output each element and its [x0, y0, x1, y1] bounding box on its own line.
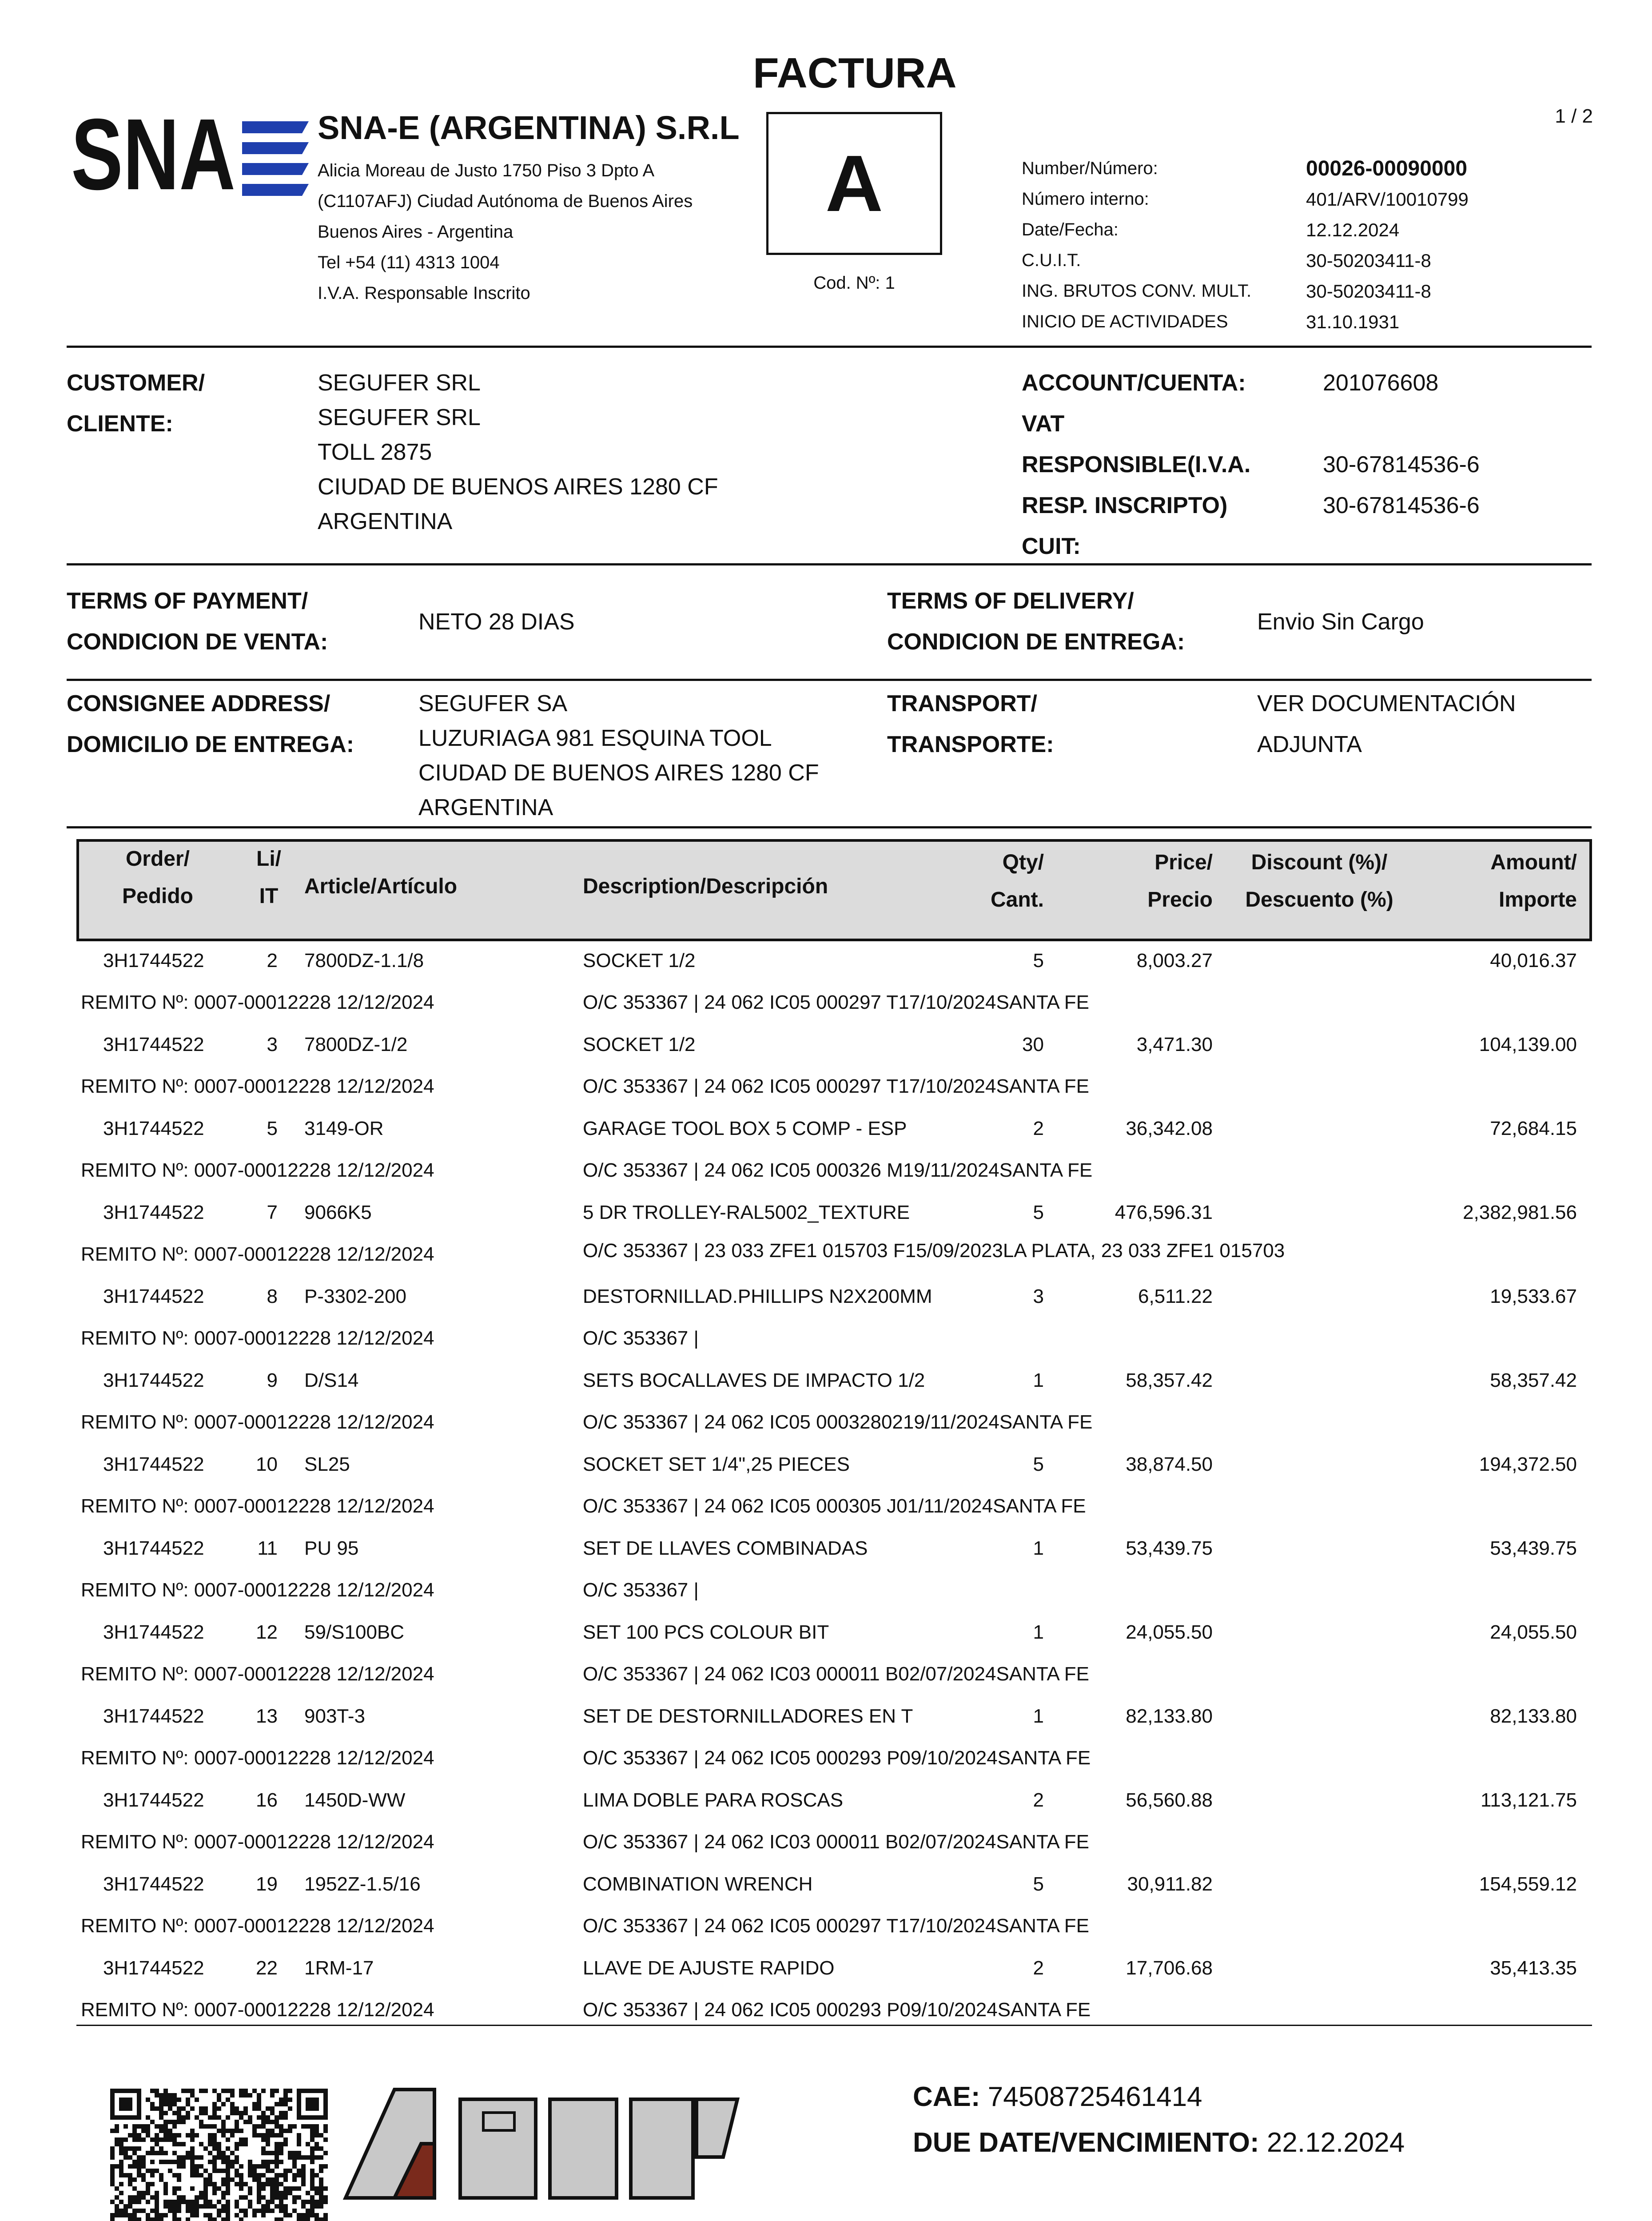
- row-detail: O/C 353367 | 24 062 IC05 000293 P09/10/2024SANTA FE: [583, 1747, 1091, 1769]
- row-price: 82,133.80: [1126, 1705, 1213, 1727]
- meta-label: C.U.I.T.: [1022, 251, 1081, 270]
- row-description: GARAGE TOOL BOX 5 COMP - ESP: [583, 1118, 907, 1139]
- col-header-article: Article/Artículo: [304, 875, 458, 898]
- invoice-number: 00026-00090000: [1306, 157, 1468, 180]
- consignee-line: SEGUFER SA: [418, 691, 568, 716]
- col-header-line: Amount/: [1490, 851, 1577, 874]
- qr-code: [110, 2089, 328, 2221]
- divider: [67, 679, 1592, 681]
- row-detail: O/C 353367 | 24 062 IC03 000011 B02/07/2024SANTA FE: [583, 1831, 1089, 1853]
- row-description: 5 DR TROLLEY-RAL5002_TEXTURE: [583, 1202, 910, 1223]
- col-header-line: Pedido: [122, 884, 193, 908]
- row-detail: O/C 353367 |: [583, 1579, 699, 1601]
- row-description: LIMA DOBLE PARA ROSCAS: [583, 1789, 844, 1811]
- row-line-item: 12: [256, 1621, 278, 1643]
- transport-value: [1257, 683, 1516, 765]
- row-price: 17,706.68: [1126, 1957, 1213, 1979]
- account-label: ACCOUNT/CUENTA:: [1022, 370, 1246, 396]
- vat-label: RESP. INSCRIPTO): [1022, 493, 1228, 518]
- meta-label: ING. BRUTOS CONV. MULT.: [1022, 281, 1252, 301]
- row-remito: REMITO Nº: 0007-00012228 12/12/2024: [81, 1999, 434, 2021]
- row-qty: 2: [1033, 1789, 1044, 1811]
- row-price: 53,439.75: [1126, 1537, 1213, 1559]
- row-order: 3H1744522: [103, 1118, 204, 1139]
- account-number: 201076608: [1323, 370, 1439, 396]
- row-line-item: 3: [267, 1034, 278, 1055]
- col-header-line: Discount (%)/: [1251, 851, 1388, 874]
- row-description: SET DE DESTORNILLADORES EN T: [583, 1705, 913, 1727]
- row-qty: 30: [1022, 1034, 1044, 1055]
- row-detail: O/C 353367 | 24 062 IC05 000326 M19/11/2024SANTA FE: [583, 1159, 1093, 1181]
- row-qty: 5: [1033, 950, 1044, 971]
- row-remito: REMITO Nº: 0007-00012228 12/12/2024: [81, 1243, 434, 1265]
- row-price: 3,471.30: [1136, 1034, 1213, 1055]
- row-description: SET DE LLAVES COMBINADAS: [583, 1537, 868, 1559]
- col-header-amount: [1421, 844, 1577, 919]
- delivery-label-line: CONDICION DE ENTREGA:: [887, 629, 1185, 655]
- col-header-line: IT: [259, 884, 279, 908]
- row-amount: 194,372.50: [1479, 1453, 1577, 1475]
- row-article: 1952Z-1.5/16: [304, 1873, 421, 1895]
- customer-line: SEGUFER SRL: [318, 370, 481, 396]
- row-qty: 1: [1033, 1621, 1044, 1643]
- row-remito: REMITO Nº: 0007-00012228 12/12/2024: [81, 1495, 434, 1517]
- row-article: 59/S100BC: [304, 1621, 405, 1643]
- invoice-letter: A: [825, 139, 883, 228]
- row-qty: 5: [1033, 1202, 1044, 1223]
- row-amount: 154,559.12: [1479, 1873, 1577, 1895]
- row-detail: O/C 353367 | 24 062 IC05 000297 T17/10/2024SANTA FE: [583, 1915, 1089, 1937]
- cae-value: 74508725461414: [987, 2082, 1202, 2112]
- customer-line: SEGUFER SRL: [318, 405, 481, 430]
- meta-label: Número interno:: [1022, 189, 1149, 209]
- row-line-item: 8: [267, 1286, 278, 1307]
- row-line-item: 5: [267, 1118, 278, 1139]
- row-qty: 3: [1033, 1286, 1044, 1307]
- row-price: 6,511.22: [1138, 1286, 1213, 1307]
- row-amount: 24,055.50: [1490, 1621, 1577, 1643]
- col-header-line: Qty/: [1002, 851, 1044, 874]
- vat-label: RESPONSIBLE(I.V.A.: [1022, 452, 1251, 478]
- row-amount: 58,357.42: [1490, 1369, 1577, 1391]
- row-qty: 2: [1033, 1957, 1044, 1979]
- row-line-item: 9: [267, 1369, 278, 1391]
- transport-label-line: TRANSPORT/: [887, 691, 1037, 716]
- row-amount: 19,533.67: [1490, 1286, 1577, 1307]
- row-detail: O/C 353367 | 24 062 IC03 000011 B02/07/2024SANTA FE: [583, 1663, 1089, 1685]
- row-detail: O/C 353367 |: [583, 1327, 699, 1349]
- col-header-description: Description/Descripción: [583, 875, 828, 898]
- col-header-line: Price/: [1154, 851, 1213, 874]
- customer-line: ARGENTINA: [318, 509, 453, 534]
- document-title: FACTURA: [753, 49, 957, 97]
- row-remito: REMITO Nº: 0007-00012228 12/12/2024: [81, 1663, 434, 1685]
- row-price: 56,560.88: [1126, 1789, 1213, 1811]
- company-logo: [71, 110, 309, 199]
- row-remito: REMITO Nº: 0007-00012228 12/12/2024: [81, 1327, 434, 1349]
- vat-value: 30-67814536-6: [1323, 493, 1480, 518]
- delivery-terms-label: [887, 581, 1185, 662]
- payment-terms-value: NETO 28 DIAS: [418, 609, 575, 635]
- row-qty: 5: [1033, 1873, 1044, 1895]
- row-detail: O/C 353367 | 24 062 IC05 000297 T17/10/2024SANTA FE: [583, 991, 1089, 1013]
- page-number: 1 / 2: [1555, 105, 1593, 127]
- due-date-label: DUE DATE/VENCIMIENTO:: [913, 2127, 1259, 2158]
- customer-line: CIUDAD DE BUENOS AIRES 1280 CF: [318, 474, 718, 500]
- row-line-item: 13: [256, 1705, 278, 1727]
- col-header-line: Order/: [125, 847, 190, 871]
- company-address-block: [318, 155, 693, 309]
- row-remito: REMITO Nº: 0007-00012228 12/12/2024: [81, 1159, 434, 1181]
- row-article: 903T-3: [304, 1705, 365, 1727]
- consignee-label-line: CONSIGNEE ADDRESS/: [67, 691, 330, 716]
- row-detail: O/C 353367 | 23 033 ZFE1 015703 F15/09/2023LA PLATA, 23 033 ZFE1 015703: [583, 1240, 1285, 1262]
- row-article: P-3302-200: [304, 1286, 406, 1307]
- row-article: 7800DZ-1/2: [304, 1034, 408, 1055]
- col-header-line: Precio: [1147, 888, 1213, 911]
- customer-label: [67, 362, 205, 444]
- row-line-item: 19: [256, 1873, 278, 1895]
- consignee-label: [67, 683, 354, 765]
- row-article: D/S14: [304, 1369, 359, 1391]
- cae: [913, 2081, 1202, 2113]
- row-order: 3H1744522: [103, 1957, 204, 1979]
- company-phone: Tel +54 (11) 4313 1004: [318, 253, 500, 272]
- row-description: COMBINATION WRENCH: [583, 1873, 813, 1895]
- row-price: 36,342.08: [1126, 1118, 1213, 1139]
- meta-value: 31.10.1931: [1306, 311, 1400, 332]
- row-order: 3H1744522: [103, 1873, 204, 1895]
- row-price: 38,874.50: [1126, 1453, 1213, 1475]
- consignee-line: LUZURIAGA 981 ESQUINA TOOL: [418, 725, 772, 751]
- row-order: 3H1744522: [103, 1705, 204, 1727]
- row-amount: 113,121.75: [1481, 1789, 1577, 1811]
- logo-text: SNA: [71, 110, 235, 199]
- company-tax-status: I.V.A. Responsable Inscrito: [318, 283, 530, 303]
- payment-terms-label: [67, 581, 328, 662]
- consignee-line: ARGENTINA: [418, 795, 553, 820]
- row-price: 476,596.31: [1115, 1202, 1213, 1223]
- row-price: 8,003.27: [1136, 950, 1213, 971]
- row-description: DESTORNILLAD.PHILLIPS N2X200MM: [583, 1286, 932, 1307]
- row-amount: 2,382,981.56: [1463, 1202, 1577, 1223]
- col-header-order: [102, 840, 213, 915]
- row-detail: O/C 353367 | 24 062 IC05 000305 J01/11/2024SANTA FE: [583, 1495, 1086, 1517]
- row-line-item: 2: [267, 950, 278, 971]
- vat-label: CUIT:: [1022, 533, 1081, 559]
- row-price: 58,357.42: [1126, 1369, 1213, 1391]
- col-header-line: Descuento (%): [1245, 888, 1393, 911]
- consignee-line: CIUDAD DE BUENOS AIRES 1280 CF: [418, 760, 819, 786]
- row-qty: 1: [1033, 1537, 1044, 1559]
- customer-address-block: [318, 366, 718, 539]
- row-price: 30,911.82: [1127, 1873, 1213, 1895]
- divider: [67, 346, 1592, 348]
- row-order: 3H1744522: [103, 1537, 204, 1559]
- row-qty: 1: [1033, 1369, 1044, 1391]
- row-amount: 104,139.00: [1479, 1034, 1577, 1055]
- delivery-label-line: TERMS OF DELIVERY/: [887, 588, 1134, 614]
- row-amount: 82,133.80: [1490, 1705, 1577, 1727]
- customer-line: TOLL 2875: [318, 439, 432, 465]
- row-order: 3H1744522: [103, 950, 204, 971]
- row-remito: REMITO Nº: 0007-00012228 12/12/2024: [81, 1411, 434, 1433]
- customer-label-line: CUSTOMER/: [67, 370, 205, 396]
- invoice-date: 12.12.2024: [1306, 219, 1400, 240]
- row-line-item: 10: [256, 1453, 278, 1475]
- row-price: 24,055.50: [1126, 1621, 1213, 1643]
- row-detail: O/C 353367 | 24 062 IC05 000293 P09/10/2024SANTA FE: [583, 1999, 1091, 2021]
- consignee-label-line: DOMICILIO DE ENTREGA:: [67, 732, 354, 757]
- row-amount: 40,016.37: [1490, 950, 1577, 971]
- transport-line: ADJUNTA: [1257, 732, 1362, 757]
- row-description: SET 100 PCS COLOUR BIT: [583, 1621, 829, 1643]
- afip-logo: [341, 2082, 741, 2201]
- col-header-price: [1102, 844, 1213, 919]
- row-amount: 35,413.35: [1490, 1957, 1577, 1979]
- row-remito: REMITO Nº: 0007-00012228 12/12/2024: [81, 1579, 434, 1601]
- row-description: SETS BOCALLAVES DE IMPACTO 1/2: [583, 1369, 925, 1391]
- meta-value: 30-50203411-8: [1306, 281, 1431, 302]
- row-qty: 5: [1033, 1453, 1044, 1475]
- divider: [67, 563, 1592, 565]
- row-article: 9066K5: [304, 1202, 372, 1223]
- row-article: 7800DZ-1.1/8: [304, 950, 424, 971]
- row-qty: 1: [1033, 1705, 1044, 1727]
- row-order: 3H1744522: [103, 1621, 204, 1643]
- meta-label: INICIO DE ACTIVIDADES: [1022, 312, 1228, 331]
- table-bottom-rule: [76, 2025, 1592, 2026]
- row-description: SOCKET 1/2: [583, 1034, 696, 1055]
- meta-value: 30-50203411-8: [1306, 250, 1431, 271]
- row-detail: O/C 353367 | 24 062 IC05 000297 T17/10/2024SANTA FE: [583, 1075, 1089, 1097]
- col-header-line: Li/: [256, 847, 281, 871]
- row-line-item: 11: [257, 1537, 278, 1559]
- transport-line: VER DOCUMENTACIÓN: [1257, 691, 1516, 716]
- company-address-line: (C1107AFJ) Ciudad Autónoma de Buenos Aires: [318, 191, 693, 211]
- row-article: 1450D-WW: [304, 1789, 406, 1811]
- row-description: LLAVE DE AJUSTE RAPIDO: [583, 1957, 835, 1979]
- col-header-line-item: [249, 840, 289, 915]
- cae-label: CAE:: [913, 2082, 980, 2112]
- row-order: 3H1744522: [103, 1789, 204, 1811]
- vat-value: 30-67814536-6: [1323, 452, 1480, 478]
- due-date-value: 22.12.2024: [1266, 2127, 1405, 2158]
- payment-label-line: CONDICION DE VENTA:: [67, 629, 328, 655]
- invoice-meta-labels: [1022, 153, 1251, 337]
- divider: [67, 826, 1592, 828]
- row-order: 3H1744522: [103, 1034, 204, 1055]
- row-remito: REMITO Nº: 0007-00012228 12/12/2024: [81, 1831, 434, 1853]
- payment-label-line: TERMS OF PAYMENT/: [67, 588, 308, 614]
- company-address-line: Alicia Moreau de Justo 1750 Piso 3 Dpto A: [318, 161, 655, 180]
- vat-label: VAT: [1022, 411, 1065, 437]
- row-description: SOCKET SET 1/4",25 PIECES: [583, 1453, 850, 1475]
- row-article: PU 95: [304, 1537, 359, 1559]
- account-vat-labels: [1022, 362, 1250, 567]
- row-article: 1RM-17: [304, 1957, 374, 1979]
- meta-label: Number/Número:: [1022, 159, 1158, 178]
- row-article: SL25: [304, 1453, 350, 1475]
- row-detail: O/C 353367 | 24 062 IC05 0003280219/11/2024SANTA FE: [583, 1411, 1093, 1433]
- row-order: 3H1744522: [103, 1202, 204, 1223]
- row-order: 3H1744522: [103, 1369, 204, 1391]
- row-qty: 2: [1033, 1118, 1044, 1139]
- col-header-line: Importe: [1498, 888, 1577, 911]
- row-amount: 53,439.75: [1490, 1537, 1577, 1559]
- transport-label: [887, 683, 1054, 765]
- row-remito: REMITO Nº: 0007-00012228 12/12/2024: [81, 1747, 434, 1769]
- consignee-address-block: [418, 686, 819, 825]
- company-address-line: Buenos Aires - Argentina: [318, 222, 514, 242]
- transport-label-line: TRANSPORTE:: [887, 732, 1054, 757]
- invoice-code: Cod. Nº: 1: [813, 273, 895, 293]
- invoice-meta-values: [1306, 153, 1469, 337]
- delivery-terms-value: Envio Sin Cargo: [1257, 609, 1424, 635]
- col-header-discount: [1226, 844, 1413, 919]
- row-amount: 72,684.15: [1490, 1118, 1577, 1139]
- row-line-item: 22: [256, 1957, 278, 1979]
- meta-label: Date/Fecha:: [1022, 220, 1119, 239]
- row-order: 3H1744522: [103, 1286, 204, 1307]
- col-header-qty: [955, 844, 1044, 919]
- vat-values: [1323, 444, 1480, 526]
- row-article: 3149-OR: [304, 1118, 384, 1139]
- invoice-letter-box: [766, 112, 942, 255]
- row-remito: REMITO Nº: 0007-00012228 12/12/2024: [81, 1075, 434, 1097]
- company-name: SNA-E (ARGENTINA) S.R.L: [318, 109, 740, 146]
- meta-value: 401/ARV/10010799: [1306, 189, 1469, 210]
- row-description: SOCKET 1/2: [583, 950, 696, 971]
- row-order: 3H1744522: [103, 1453, 204, 1475]
- row-remito: REMITO Nº: 0007-00012228 12/12/2024: [81, 1915, 434, 1937]
- row-remito: REMITO Nº: 0007-00012228 12/12/2024: [81, 991, 434, 1013]
- col-header-line: Cant.: [991, 888, 1044, 911]
- row-line-item: 7: [267, 1202, 278, 1223]
- row-line-item: 16: [256, 1789, 278, 1811]
- customer-label-line: CLIENTE:: [67, 411, 173, 437]
- due-date: [913, 2127, 1405, 2158]
